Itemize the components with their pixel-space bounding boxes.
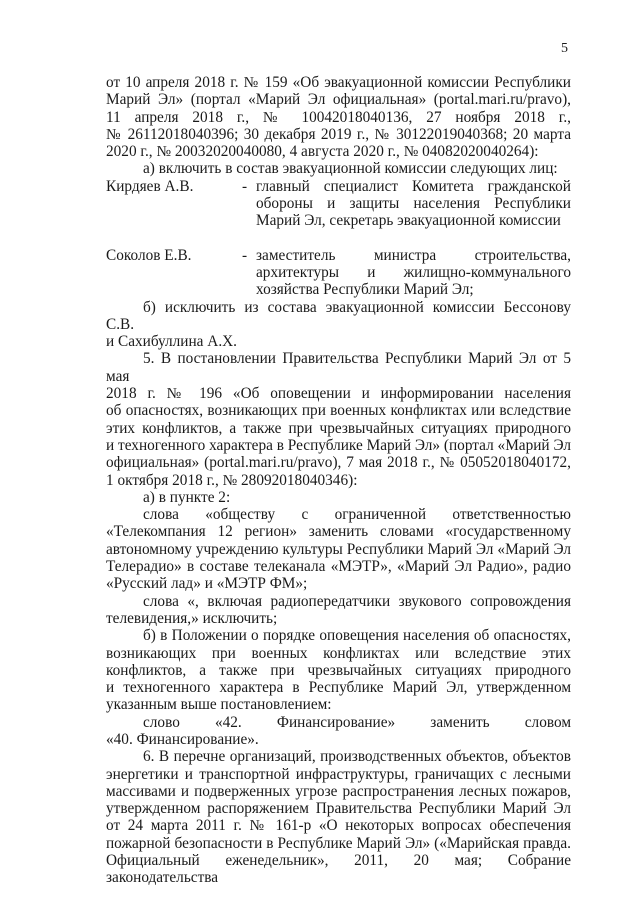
text-line: «Русский лад» и «МЭТР ФМ»;	[106, 575, 308, 593]
text-line: главный специалист Комитета гражданской	[256, 177, 571, 195]
text-line: б) в Положении о порядке оповещения населения об опасностях,	[143, 627, 571, 645]
text-line: 1 октября 2018 г., № 28092018040346):	[106, 471, 358, 489]
text-line: архитектуры и жилищно-коммунального	[256, 263, 571, 281]
text-line: от 24 марта 2011 г. № 161-р «О некоторых вопросах обеспечения	[106, 817, 571, 835]
paragraph-word-replace	[106, 714, 571, 749]
member-row	[106, 247, 571, 299]
document-body	[106, 74, 571, 887]
text-line: и техногенного характера в Республике Марий Эл, утвержденном	[106, 679, 571, 697]
text-line: Официальный еженедельник», 2011, 20 мая; Собрание законодательства	[106, 852, 571, 887]
member-dash: -	[242, 177, 248, 195]
paragraph-intro	[106, 74, 571, 160]
text-line: конфликтов, а также при чрезвычайных ситуациях природного	[106, 661, 571, 679]
text-line: официальная» (portal.mari.ru/pravo), 7 мая 2018 г., № 05052018040172,	[106, 454, 571, 472]
text-line: 2020 г., № 20032020040080, 4 августа 2020 г., № 04082020040264):	[106, 143, 539, 161]
text-line: обороны и защиты населения Республики	[256, 195, 571, 213]
text-line: и Сахибуллина А.Х.	[106, 333, 238, 351]
text-line: и техногенного характера в Республике Марий Эл» (портал «Марий Эл	[106, 436, 571, 454]
text-line: заместитель министра строительства,	[256, 246, 571, 264]
text-line: Марий Эл» (портал «Марий Эл официальная» (portal.mari.ru/pravo),	[106, 91, 571, 109]
member-name: Соколов Е.В.	[106, 246, 192, 264]
text-line: Марий Эл, секретарь эвакуационной комиссии	[256, 212, 561, 230]
member-description	[256, 247, 571, 299]
text-line: телевидения,» исключить;	[106, 609, 278, 627]
paragraph-words-1	[106, 506, 571, 592]
text-line: слово «42. Финансирование» заменить словом	[143, 713, 571, 731]
text-line: энергетики и транспортной инфраструктуры, граничащих с лесными	[106, 765, 571, 783]
text-line: № 26112018040396; 30 декабря 2019 г., № 30122019040368; 20 марта	[106, 125, 571, 143]
text-line: «40. Финансирование».	[106, 730, 259, 748]
text-line: «Телекомпания 12 регион» заменить словами «государственному	[106, 523, 571, 541]
text-line: б) исключить из состава эвакуационной комиссии Бессонову С.В.	[106, 298, 571, 333]
text-line: утвержденном распоряжением Правительства Республики Марий Эл	[106, 800, 571, 818]
spacer	[106, 230, 571, 247]
member-name: Кирдяев А.В.	[106, 177, 194, 195]
text-line: слова «, включая радиопередатчики звукового сопровождения	[143, 592, 571, 610]
paragraph-5	[106, 350, 571, 488]
text-line: об опасностях, возникающих при военных конфликтах или вследствие	[106, 402, 571, 420]
item-a: а) включить в состав эвакуационной комиссии следующих лиц:	[143, 160, 558, 178]
item-5a: а) в пункте 2:	[143, 488, 231, 506]
text-line: автономному учреждению культуры Республики Марий Эл «Марий Эл	[106, 540, 571, 558]
text-line: 11 апреля 2018 г., № 10042018040136, 27 ноября 2018 г.,	[106, 108, 571, 126]
text-line: возникающих при военных конфликтах или вследствие этих	[106, 644, 571, 662]
text-line: указанным выше постановлением:	[106, 696, 332, 714]
page-number: 5	[561, 41, 568, 56]
text-line: хозяйства Республики Марий Эл;	[256, 281, 474, 299]
text-line: Телерадио» в составе телеканала «МЭТР», «Марий Эл Радио», радио	[106, 558, 571, 576]
text-line: этих конфликтов, а также при чрезвычайных ситуациях природного	[106, 419, 571, 437]
member-description	[256, 178, 571, 230]
text-line: пожарной безопасности в Республике Марий Эл» («Марийская правда.	[106, 834, 571, 852]
text-line: слова «обществу с ограниченной ответственностью	[143, 506, 571, 524]
paragraph-words-2	[106, 593, 571, 628]
item-5b	[106, 627, 571, 713]
text-line: 6. В перечне организаций, производственных объектов, объектов	[143, 748, 571, 766]
item-b	[106, 299, 571, 351]
paragraph-6	[106, 748, 571, 886]
member-dash: -	[242, 246, 248, 264]
text-line: 5. В постановлении Правительства Республики Марий Эл от 5 мая	[106, 350, 571, 385]
text-line: 2018 г. № 196 «Об оповещении и информировании населения	[106, 385, 571, 403]
text-line: массивами и подверженных угрозе распространения лесных пожаров,	[106, 782, 571, 800]
text-line: от 10 апреля 2018 г. № 159 «Об эвакуационной комиссии Республики	[106, 74, 571, 91]
member-row	[106, 178, 571, 230]
